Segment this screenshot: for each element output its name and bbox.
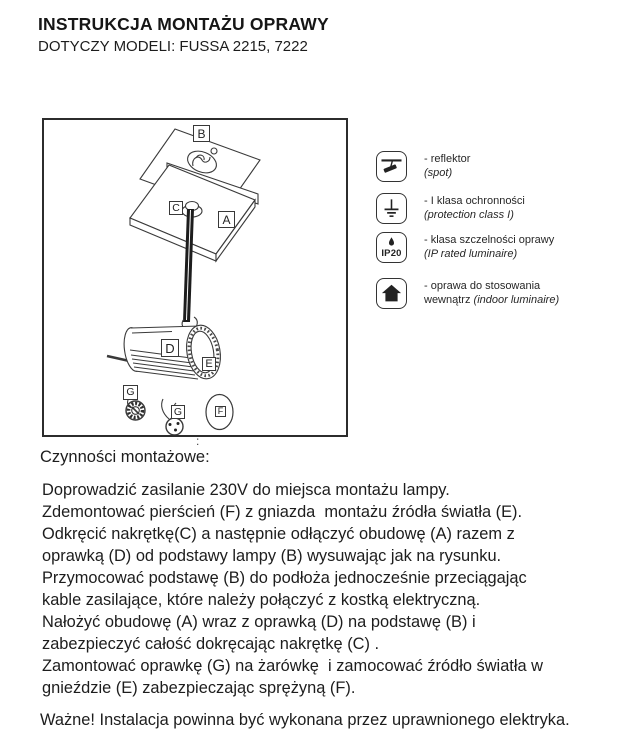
part-label-f: F	[215, 406, 226, 417]
section-heading: Czynności montażowe:	[40, 448, 210, 466]
instruction-paragraph	[42, 479, 602, 699]
legend-label: - I klasa ochronności	[424, 195, 525, 207]
legend-label: - oprawa do stosowania	[424, 280, 541, 292]
title-block	[38, 14, 329, 55]
page-title: INSTRUKCJA MONTAŻU OPRAWY	[38, 14, 329, 34]
part-label-g2: G	[171, 405, 185, 419]
part-label-d: D	[161, 339, 179, 357]
part-label-e: E	[202, 357, 216, 371]
legend-item-ip-rating	[376, 232, 554, 263]
part-label-g1: G	[123, 385, 138, 400]
part-label-b: B	[193, 125, 210, 142]
legend-item-protection-class	[376, 193, 525, 224]
instruction-line: Przymocować podstawę (B) do podłoża jednocześnie przeciągając	[42, 569, 527, 587]
ip-rating-text: IP20	[381, 248, 402, 259]
part-label-c: C	[169, 201, 183, 215]
legend-sublabel: (protection class I)	[424, 208, 514, 221]
legend-item-reflector	[376, 151, 470, 182]
instruction-line: oprawką (D) od podstawy lampy (B) wysuwając jak na rysunku.	[42, 547, 502, 565]
legend-item-indoor	[376, 278, 559, 309]
legend-label: - reflektor	[424, 153, 471, 165]
legend-sublabel: (spot)	[424, 166, 453, 179]
legend-sublabel: (IP rated luminaire)	[424, 247, 518, 260]
safety-note: Ważne! Instalacja powinna być wykonana przez uprawnionego elektryka.	[40, 711, 570, 729]
part-label-a: A	[218, 211, 235, 228]
lamp-diagram	[44, 120, 346, 435]
instruction-line: Nałożyć obudowę (A) wraz z oprawką (D) na podstawę (B) i	[42, 613, 476, 631]
instruction-line: kable zasilające, które należy połączyć z kostką elektryczną.	[42, 591, 481, 609]
legend-label: - klasa szczelności oprawy	[424, 234, 555, 246]
ip20-icon	[376, 232, 407, 263]
lamp-holder-g1	[126, 400, 145, 420]
indoor-icon	[376, 278, 407, 309]
page-subtitle: DOTYCZY MODELI: FUSSA 2215, 7222	[38, 38, 308, 55]
legend-sublabel: wewnątrz (indoor luminaire)	[424, 293, 560, 306]
instruction-line: Odkręcić nakrętkę(C) a następnie odłączyć obudowę (A) razem z	[42, 525, 515, 543]
instruction-line: Doprowadzić zasilanie 230V do miejsca montażu lampy.	[42, 481, 450, 499]
instruction-line: gnieździe (E) zabezpieczając sprężyną (F).	[42, 679, 356, 697]
ground-icon	[376, 193, 407, 224]
lamp-diagram-frame	[42, 118, 348, 437]
instruction-line: Zdemontować pierścień (F) z gniazda montażu źródła światła (E).	[42, 503, 523, 521]
instruction-line: Zamontować oprawkę (G) na żarówkę i zamocować źródło światła w	[42, 657, 544, 675]
spotlight-icon	[376, 151, 407, 182]
scan-artifact-mark: :	[196, 434, 200, 448]
instruction-line: zabezpieczyć całość dokręcając nakrętkę (C) .	[42, 635, 380, 653]
